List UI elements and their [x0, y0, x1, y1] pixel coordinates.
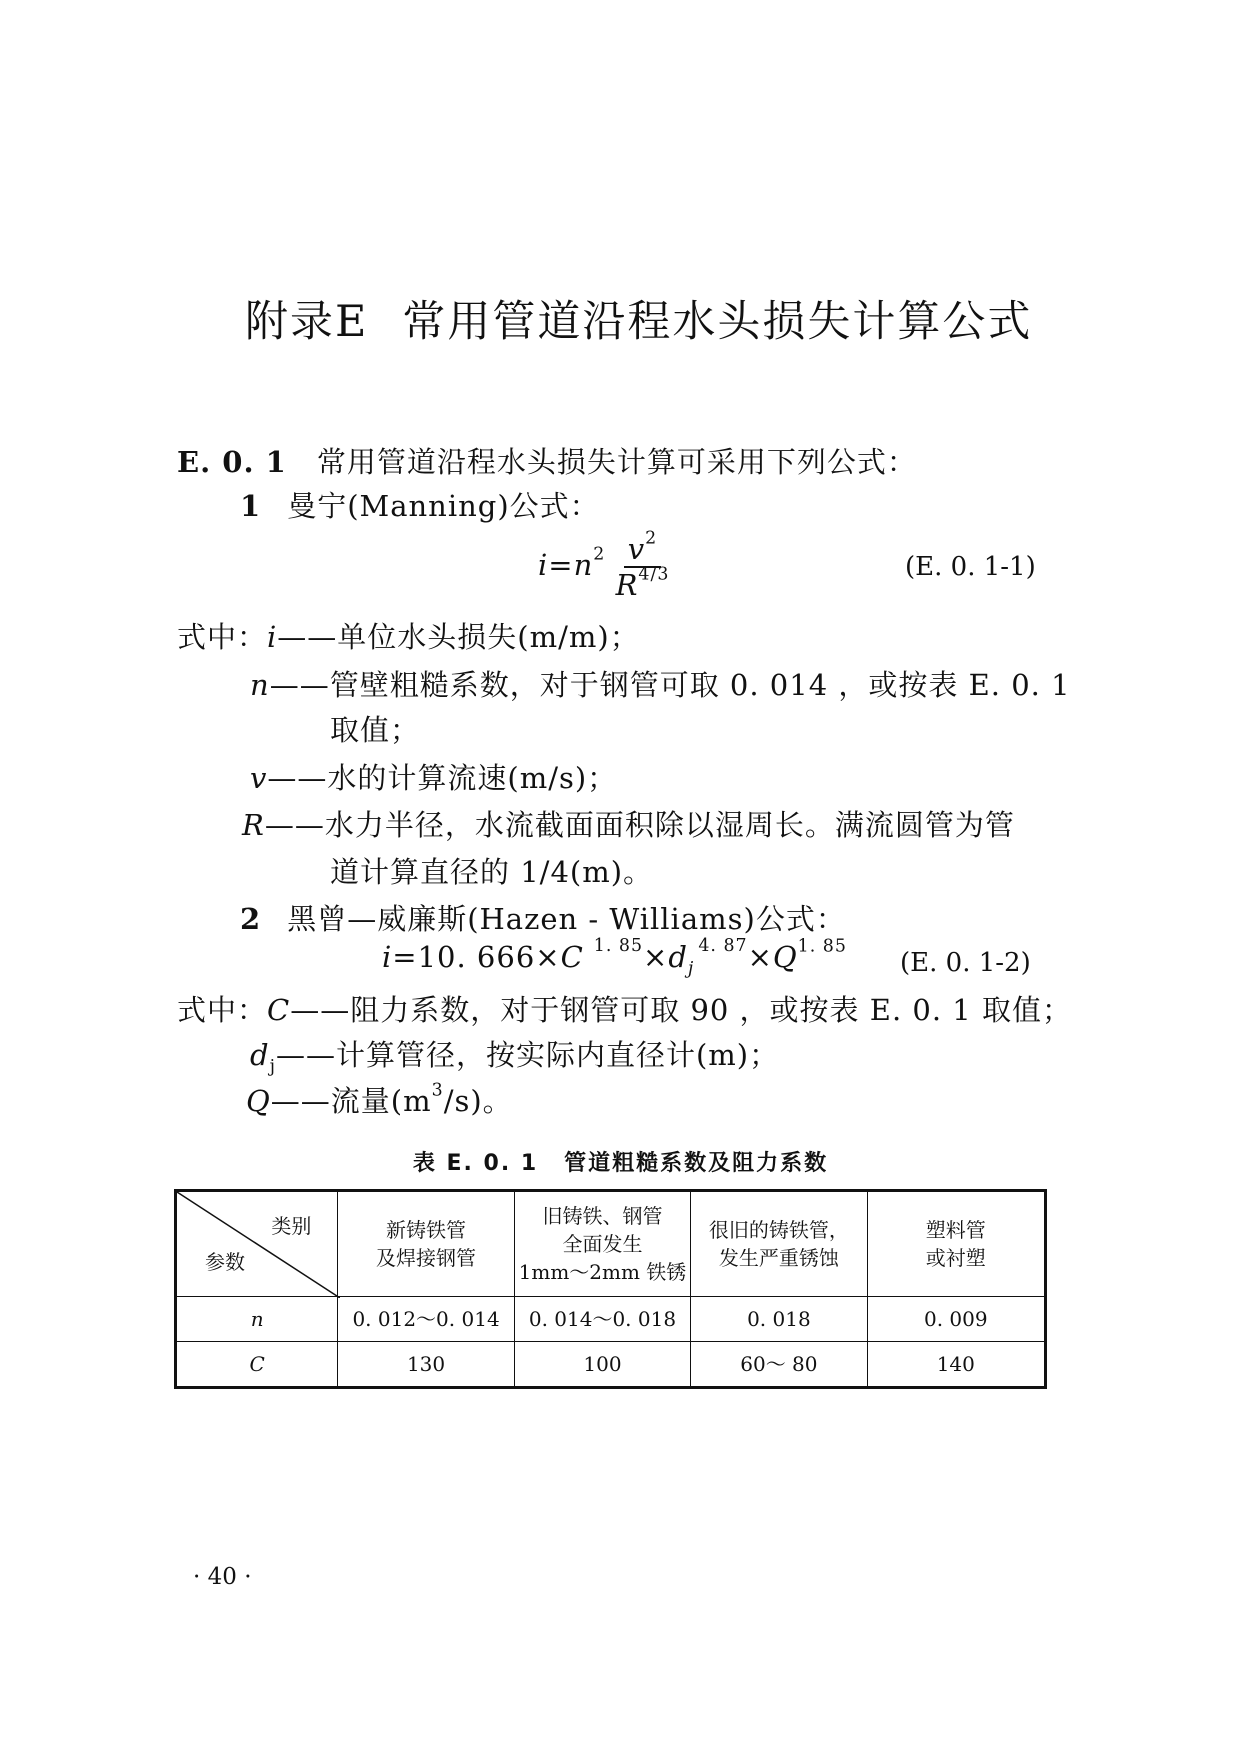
var-symbol: C — [267, 993, 291, 1027]
manning-heading-text: 曼宁(Manning)公式： — [287, 489, 600, 523]
header-line: 全面发生 — [562, 1232, 643, 1256]
appendix-label: 附录E — [245, 297, 369, 347]
param-cell: C — [176, 1342, 338, 1388]
var-desc-cont: 道计算直径的 1/4(m)。 — [330, 855, 654, 889]
table-header-row — [176, 1191, 1046, 1297]
var-line — [250, 1033, 779, 1077]
formula-coef: =10. 666× — [392, 940, 561, 974]
where-prefix: 式中： — [177, 993, 268, 1027]
corner-diagonal — [177, 1192, 340, 1298]
var-dash: —— — [267, 761, 328, 795]
equation-number: (E. 0. 1-1) — [905, 552, 1036, 582]
var-line — [177, 615, 640, 656]
header-line: 及焊接钢管 — [376, 1246, 477, 1270]
header-line: 发生严重锈蚀 — [718, 1246, 839, 1270]
var-desc: 水的计算流速(m/s)； — [327, 761, 618, 795]
table-cell: 140 — [867, 1342, 1045, 1388]
where-prefix: 式中： — [177, 620, 268, 654]
clause-number: E. 0. 1 — [177, 445, 287, 479]
var-desc-sup: 3 — [431, 1080, 444, 1101]
table-header-cell — [514, 1191, 690, 1297]
table-header-cell — [691, 1191, 867, 1297]
var-line — [250, 663, 1071, 704]
var-desc: 单位水头损失(m/m)； — [337, 620, 640, 654]
corner-bottom-label: 参数 — [205, 1250, 245, 1274]
header-line: 1mm～2mm 铁锈 — [518, 1260, 687, 1284]
var-dash: —— — [277, 620, 338, 654]
table-cell: 0. 009 — [867, 1297, 1045, 1342]
formula-n-exp: 2 — [593, 544, 606, 565]
formula-C-exp: 1. 85 — [593, 936, 644, 957]
corner-top-label: 类别 — [271, 1214, 312, 1238]
formula-times: × — [747, 940, 773, 974]
formula-fraction — [615, 528, 670, 602]
formula-times: × — [643, 940, 669, 974]
header-line: 很旧的铸铁管， — [708, 1218, 849, 1242]
var-symbol: v — [250, 761, 268, 795]
header-line: 塑料管 — [925, 1218, 986, 1242]
header-line: 旧铸铁、钢管 — [542, 1204, 663, 1228]
var-symbol: R — [242, 808, 265, 842]
clause-text: 常用管道沿程水头损失计算可采用下列公式： — [316, 445, 917, 479]
var-symbol: d — [250, 1038, 270, 1072]
var-desc-end: /s)。 — [443, 1084, 513, 1118]
var-line — [250, 756, 617, 797]
var-desc: 流量(m — [330, 1084, 432, 1118]
formula-d: d — [668, 940, 688, 974]
hazen-formula — [382, 936, 847, 979]
formula-i: i — [538, 548, 549, 582]
var-symbol: i — [267, 620, 278, 654]
formula-v: v — [627, 532, 646, 566]
hazen-heading-text: 黑曾—威廉斯(Hazen - Williams)公式： — [287, 902, 846, 936]
var-desc-cont: 取值； — [330, 713, 421, 747]
formula-v-exp: 2 — [645, 528, 658, 549]
var-dash: —— — [264, 808, 325, 842]
table-corner-cell — [176, 1191, 338, 1297]
hazen-heading — [240, 897, 846, 938]
var-desc: 阻力系数，对于钢管可取 90 ，或按表 E. 0. 1 取值； — [350, 993, 1072, 1027]
var-subscript: j — [269, 1056, 276, 1077]
formula-n: n — [573, 548, 594, 582]
table-caption-title: 管道粗糙系数及阻力系数 — [564, 1151, 829, 1176]
var-dash: —— — [275, 1038, 336, 1072]
header-line: 新铸铁管 — [386, 1218, 467, 1242]
table-cell: 130 — [338, 1342, 514, 1388]
var-symbol: Q — [246, 1084, 271, 1118]
equation-number: (E. 0. 1-2) — [900, 948, 1031, 978]
var-line — [246, 1079, 513, 1120]
appendix-title — [245, 288, 1032, 349]
var-line — [242, 803, 1015, 844]
formula-d-sub: j — [687, 958, 695, 979]
page-number: · 40 · — [193, 1564, 252, 1590]
formula-eq: = — [548, 548, 574, 582]
item-number: 2 — [240, 902, 262, 936]
table-cell: 0. 014～0. 018 — [514, 1297, 690, 1342]
var-dash: —— — [270, 1084, 331, 1118]
param-cell: n — [176, 1297, 338, 1342]
table-caption-number: 表 E. 0. 1 — [412, 1151, 539, 1176]
table-header-cell — [338, 1191, 514, 1297]
table-header-cell — [867, 1191, 1045, 1297]
var-desc: 水力半径，水流截面面积除以湿周长。满流圆管为管 — [324, 808, 1015, 842]
formula-i: i — [382, 940, 393, 974]
table-cell: 60～ 80 — [691, 1342, 867, 1388]
formula-Q-exp: 1. 85 — [797, 936, 847, 957]
coefficient-table — [174, 1189, 1047, 1389]
table-cell: 100 — [514, 1342, 690, 1388]
var-dash: —— — [269, 668, 330, 702]
header-line: 或衬塑 — [925, 1246, 986, 1270]
var-desc: 计算管径，按实际内直径计(m)； — [335, 1038, 780, 1072]
formula-R-exp: 4/3 — [638, 564, 670, 585]
clause-line — [177, 440, 917, 481]
table-cell: 0. 018 — [691, 1297, 867, 1342]
formula-R: R — [615, 568, 639, 602]
var-symbol: n — [250, 668, 270, 702]
table-cell: 0. 012～0. 014 — [338, 1297, 514, 1342]
manning-heading — [240, 484, 600, 525]
formula-d-exp: 4. 87 — [698, 936, 748, 957]
table-caption — [0, 1146, 1241, 1177]
manning-formula — [538, 528, 670, 602]
item-number: 1 — [240, 489, 262, 523]
appendix-title-text: 常用管道沿程水头损失计算公式 — [402, 297, 1033, 347]
formula-C: C — [560, 940, 584, 974]
table-row — [176, 1342, 1046, 1388]
table-row — [176, 1297, 1046, 1342]
formula-Q: Q — [772, 940, 798, 974]
var-line — [177, 988, 1072, 1029]
var-desc: 管壁粗糙系数，对于钢管可取 0. 014 ，或按表 E. 0. 1 — [329, 668, 1071, 702]
var-dash: —— — [290, 993, 351, 1027]
